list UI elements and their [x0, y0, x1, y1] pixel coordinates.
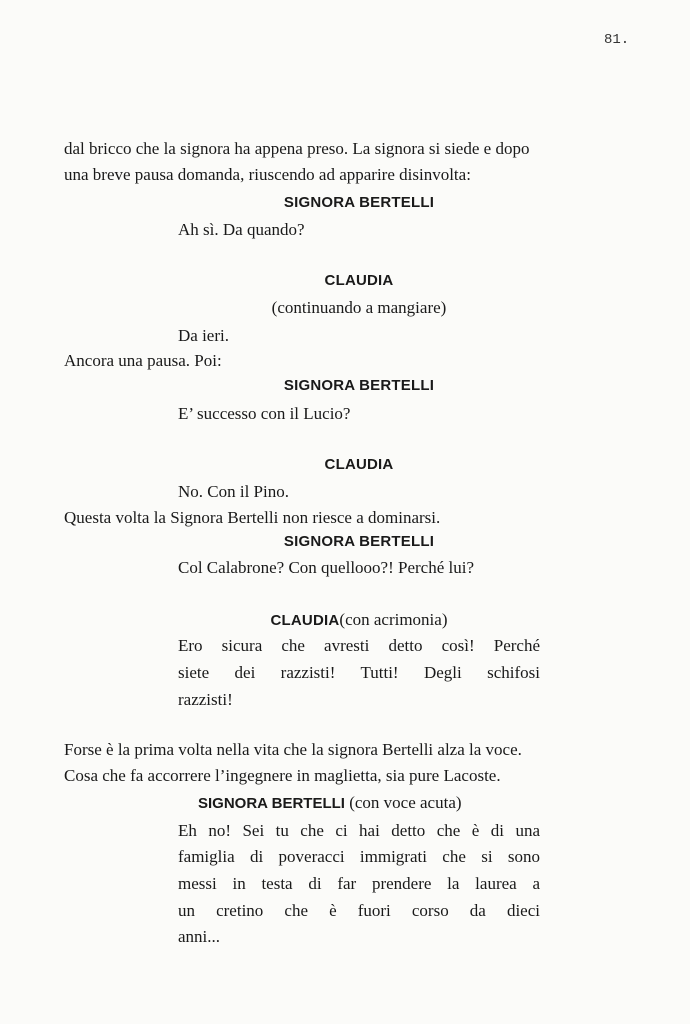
- dialogue-line: E’ successo con il Lucio?: [178, 404, 351, 423]
- narration-line: Cosa che fa accorrere l’ingegnere in maglietta, sia pure Lacoste.: [64, 766, 501, 785]
- dialogue-line: Da ieri.: [178, 326, 229, 345]
- speaker-claudia: CLAUDIA: [324, 456, 394, 473]
- dialogue-line: famiglia di poveracci immigrati che si sono: [178, 847, 540, 866]
- speaker-claudia: CLAUDIA(con acrimonia): [270, 610, 448, 629]
- speaker-signora-bertelli: SIGNORA BERTELLI: [283, 377, 435, 394]
- dialogue-line: siete dei razzisti! Tutti! Degli schifosi: [178, 663, 540, 682]
- narration-line: una breve pausa domanda, riuscendo ad apparire disinvolta:: [64, 165, 471, 184]
- dialogue-line: Ero sicura che avresti detto così! Perché: [178, 636, 540, 655]
- dialogue-line: messi in testa di far prendere la laurea a: [178, 874, 540, 893]
- speaker-claudia: CLAUDIA: [324, 272, 394, 289]
- dialogue-line: razzisti!: [178, 690, 233, 709]
- speaker-signora-bertelli: SIGNORA BERTELLI (con voce acuta): [198, 793, 462, 812]
- narration-line: Ancora una pausa. Poi:: [64, 351, 222, 370]
- speaker-signora-bertelli: SIGNORA BERTELLI: [283, 533, 435, 550]
- dialogue-line: anni...: [178, 927, 221, 946]
- dialogue-line: Eh no! Sei tu che ci hai detto che è di una: [178, 821, 540, 840]
- stage-direction: (con acrimonia): [339, 610, 448, 629]
- narration-line: Forse è la prima volta nella vita che la signora Bertelli alza la voce.: [64, 740, 522, 759]
- dialogue-line: No. Con il Pino.: [178, 482, 289, 501]
- stage-direction: (con voce acuta): [349, 793, 462, 812]
- stage-direction: (continuando a mangiare): [271, 298, 447, 317]
- speaker-signora-bertelli: SIGNORA BERTELLI: [283, 194, 435, 211]
- page-number: 81.: [604, 32, 630, 48]
- dialogue-line: Col Calabrone? Con quellooo?! Perché lui?: [178, 558, 474, 577]
- dialogue-line: un cretino che è fuori corso da dieci: [178, 901, 540, 920]
- narration-line: dal bricco che la signora ha appena preso. La signora si siede e dopo: [64, 139, 530, 158]
- narration-line: Questa volta la Signora Bertelli non riesce a dominarsi.: [64, 508, 441, 527]
- dialogue-line: Ah sì. Da quando?: [178, 220, 305, 239]
